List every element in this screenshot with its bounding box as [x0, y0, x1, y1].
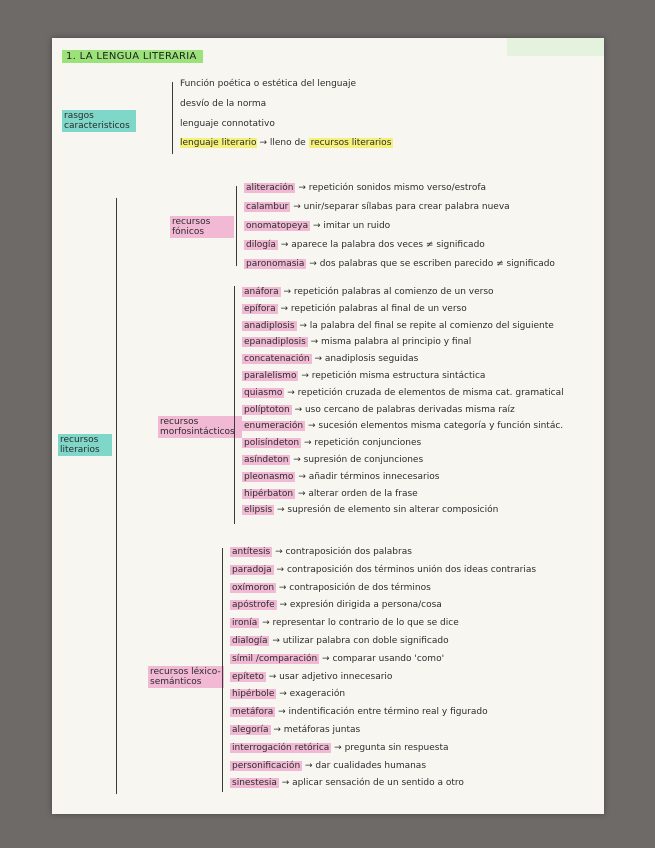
fonicos-definition: → dos palabras que se escriben parecido ≠ significado [306, 259, 555, 269]
morfosintacticos-term: polisíndeton [244, 438, 300, 449]
morfosintacticos-definition: → misma palabra al principio y final [307, 337, 472, 348]
rasgo-item: Función poética o estética del lenguaje [180, 79, 357, 89]
lexico-definition: → usar adjetivo innecesario [265, 671, 393, 682]
morfosintacticos-definition: → sucesión elementos misma categoría y función sintác. [305, 421, 564, 432]
fonicos-definition: → unir/separar sílabas para crear palabra nueva [290, 202, 510, 212]
lexico-term: interrogación retórica [232, 742, 330, 753]
morfosintacticos-definition: → la palabra del final se repite al comienzo del siguiente [296, 320, 554, 331]
lexico-brace [222, 548, 223, 792]
lexico-item [230, 653, 444, 665]
lexico-term: metáfora [232, 707, 274, 718]
lexico-term: apóstrofe [232, 600, 275, 611]
morfosintacticos-label: recursos morfosintácticos [158, 416, 242, 438]
morfosintacticos-term: epífora [244, 303, 276, 314]
rasgo-item: desvío de la norma [180, 99, 267, 109]
fonicos-term: calambur [246, 202, 289, 212]
morfosintacticos-definition: → repetición palabras al comienzo de un verso [280, 287, 494, 297]
morfosintacticos-item [242, 387, 564, 399]
lexico-item [230, 599, 442, 611]
lexico-definition: → contraposición dos términos unión dos ideas contrarias [273, 564, 537, 575]
morfosintacticos-item [242, 488, 418, 500]
lexico-definition: → expresión dirigida a persona/cosa [276, 600, 442, 611]
fonicos-item [244, 201, 510, 213]
recursos-literarios-label: recursos literarios [58, 434, 112, 456]
morfosintacticos-term: quiasmo [244, 387, 283, 398]
lexico-item [230, 688, 345, 700]
lexico-definition: → indentificación entre término real y figurado [275, 707, 488, 718]
morfosintacticos-term: concatenación [244, 354, 310, 365]
morfosintacticos-item [242, 303, 467, 315]
fonicos-term: aliteración [246, 183, 294, 193]
morfosintacticos-term: hipérbaton [244, 488, 294, 499]
lexico-term: personificación [232, 760, 301, 771]
fonicos-brace [236, 186, 237, 266]
lexico-item [230, 724, 360, 736]
morfosintacticos-item [242, 437, 421, 449]
morfosintacticos-definition: → uso cercano de palabras derivadas misma raíz [291, 404, 515, 415]
lexico-term: paradoja [232, 564, 272, 575]
lexico-term: antítesis [232, 547, 271, 557]
green-marker-strip [507, 38, 604, 56]
fonicos-item [244, 182, 486, 194]
fonicos-item [244, 220, 390, 232]
lexico-term: ironía [232, 618, 258, 629]
recursos-literarios-highlight: recursos literarios [310, 138, 392, 148]
morfosintacticos-item [242, 504, 498, 516]
lexico-item [230, 706, 488, 718]
lexico-definition: → dar cualidades humanas [302, 760, 427, 771]
lexico-term: alegoría [232, 725, 269, 735]
morfosintacticos-item [242, 420, 563, 432]
fonicos-item [244, 258, 555, 270]
morfosintacticos-term: enumeración [244, 421, 304, 432]
lexico-definition: → contraposición dos palabras [272, 547, 412, 557]
lexico-term: sinestesia [232, 778, 277, 789]
morfosintacticos-term: asíndeton [244, 455, 289, 465]
lexico-definition: → exageración [276, 689, 346, 700]
lexico-term: dialogía [232, 636, 268, 646]
lexico-term: epíteto [232, 671, 264, 682]
morfosintacticos-term: anadiplosis [244, 320, 295, 331]
morfosintacticos-item [242, 336, 471, 348]
morfosintacticos-definition: → supresión de conjunciones [290, 455, 424, 465]
fonicos-definition: → imitar un ruido [310, 221, 391, 231]
morfosintacticos-item [242, 320, 554, 332]
rasgos-label: rasgos caracteristicos [62, 110, 136, 132]
morfosintacticos-definition: → repetición palabras al final de un verso [277, 303, 467, 314]
morfosintacticos-brace [234, 286, 235, 524]
page-title: 1. LA LENGUA LITERARIA [62, 50, 203, 63]
morfosintacticos-definition: → repetición conjunciones [301, 438, 422, 449]
morfosintacticos-definition: → supresión de elemento sin alterar composición [274, 505, 499, 516]
lexico-term: símil /comparación [232, 653, 318, 664]
lexico-definition: → comparar usando 'como' [319, 653, 445, 664]
morfosintacticos-item [242, 286, 494, 298]
fonicos-definition: → aparece la palabra dos veces ≠ significado [277, 240, 485, 250]
rasgo-literario-arrow: → lleno de recursos literarios [259, 138, 392, 148]
morfosintacticos-item [242, 370, 485, 382]
lexico-item [230, 671, 392, 683]
lexico-term: oxímoron [232, 582, 275, 593]
morfosintacticos-term: epanadiplosis [244, 337, 306, 348]
morfosintacticos-item [242, 471, 439, 483]
morfosintacticos-definition: → repetición misma estructura sintáctica [298, 371, 486, 381]
morfosintacticos-term: elipsis [244, 505, 273, 516]
lexico-definition: → representar lo contrario de lo que se dice [259, 618, 459, 629]
lexico-item [230, 635, 449, 647]
fonicos-term: paronomasia [246, 259, 305, 269]
morfosintacticos-item [242, 353, 418, 365]
notebook-page [52, 38, 604, 814]
fonicos-item [244, 239, 485, 251]
morfosintacticos-term: pleonasmo [244, 471, 294, 482]
lexico-definition: → utilizar palabra con doble significado [269, 636, 449, 646]
lexico-item [230, 582, 431, 594]
lexico-item [230, 617, 459, 629]
lexico-item [230, 546, 412, 558]
fonicos-term: dilogía [246, 240, 276, 250]
rasgo-item-literario [180, 137, 393, 149]
lexico-term: hipérbole [232, 689, 275, 700]
morfosintacticos-item [242, 454, 423, 466]
lexico-definition: → metáforas juntas [270, 725, 361, 735]
lexico-item [230, 564, 536, 576]
lexico-definition: → contraposición de dos términos [276, 582, 431, 593]
rasgo-item: lenguaje connotativo [180, 119, 275, 129]
morfosintacticos-term: paralelismo [244, 371, 297, 381]
lexico-item [230, 760, 426, 772]
rasgos-brace [172, 82, 173, 154]
lexico-item [230, 742, 449, 754]
lexico-definition: → pregunta sin respuesta [331, 742, 449, 753]
lexico-item [230, 777, 464, 789]
fonicos-term: onomatopeya [246, 221, 309, 231]
morfosintacticos-term: anáfora [244, 287, 279, 297]
recursos-main-brace [116, 198, 117, 794]
morfosintacticos-item [242, 404, 515, 416]
lexico-label: recursos léxico-semánticos [148, 666, 224, 688]
morfosintacticos-term: políptoton [244, 404, 290, 415]
rasgo-literario-text: lenguaje literario [180, 138, 257, 148]
morfosintacticos-definition: → anadiplosis seguidas [311, 354, 419, 365]
lexico-definition: → aplicar sensación de un sentido a otro [278, 778, 464, 789]
morfosintacticos-definition: → alterar orden de la frase [295, 488, 418, 499]
fonicos-label: recursos fónicos [170, 216, 234, 238]
fonicos-definition: → repetición sonidos mismo verso/estrofa [295, 183, 487, 193]
morfosintacticos-definition: → repetición cruzada de elementos de misma cat. gramatical [284, 387, 564, 398]
morfosintacticos-definition: → añadir términos innecesarios [295, 471, 440, 482]
